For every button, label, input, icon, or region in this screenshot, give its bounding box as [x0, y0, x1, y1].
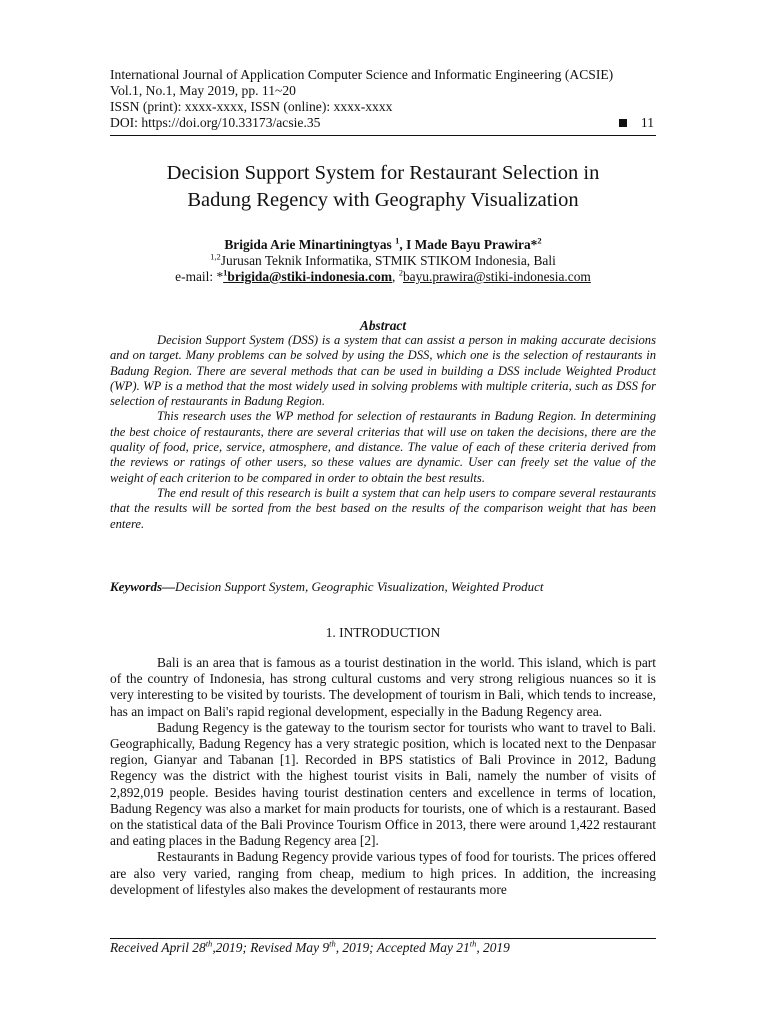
footer-received: Received April 28	[110, 940, 206, 955]
footer-accepted-sup: th	[469, 938, 477, 949]
body-paragraph: Badung Regency is the gateway to the tourism sector for tourists who want to travel to Bali. Geographically, Badung Regency has a very strategic position, which is located next to the Denpasar region, Gianyar and Tabanan [1]. Recorded in BPS statistics of Bali Province in 2012, Badung Regency was the district with the highest tourist visits in Bali, namely the number of visits of 2,892,019 people. Besides having tourist destination centers and excellence in terms of location, Badung Regency was also a market for main products for tourists, one of which is a restaurant. Based on the statistical data of the Bali Province Tourism Office in 2013, there were around 1,422 restaurant and eating places in the Badung Regency area [2].	[110, 719, 656, 849]
affiliation-sup: 1,2	[210, 251, 221, 262]
email-1: brigida@stiki-indonesia.com	[227, 269, 393, 284]
title-line-2: Badung Regency with Geography Visualization	[187, 189, 579, 211]
author-separator: ,	[399, 237, 407, 252]
author-2-sup: 2	[537, 235, 542, 246]
keywords	[110, 579, 656, 595]
affiliation-text: Jurusan Teknik Informatika, STMIK STIKOM Indonesia, Bali	[220, 253, 556, 268]
author-1: Brigida Arie Minartiningtyas	[224, 237, 392, 252]
header-rule	[110, 135, 656, 136]
body-paragraph: Bali is an area that is famous as a tourist destination in the world. This island, which is part of the country of Indonesia, has strong cultural customs and very strong religious nuances so it is very interesting to be visited by tourists. The development of tourism in Bali, which tends to increase, has an impact on Bali's rapid regional development, especially in the Badung Regency area.	[110, 655, 656, 719]
abstract-heading: Abstract	[359, 318, 407, 333]
section-body	[110, 655, 656, 898]
journal-name: International Journal of Application Computer Science and Informatic Engineering (ACSIE)	[110, 67, 614, 82]
footer-accepted: , 2019; Accepted May 21	[335, 940, 470, 955]
square-bullet-icon	[619, 119, 627, 127]
email-2-sup: 2	[398, 267, 403, 278]
journal-volume: Vol.1, No.1, May 2019, pp. 11~20	[110, 83, 296, 98]
footer-revised-sup: th	[329, 938, 336, 949]
journal-doi: DOI: https://doi.org/10.33173/acsie.35	[110, 115, 321, 130]
author-1-sup: 1	[395, 235, 400, 246]
email-2-link[interactable]: bayu.prawira@stiki-indonesia.com	[402, 269, 591, 284]
email-separator: ,	[392, 269, 399, 284]
footer-rule	[110, 938, 656, 939]
email-1-link[interactable]	[223, 269, 392, 284]
page-number-block	[619, 115, 656, 131]
footer-year: , 2019	[476, 940, 510, 955]
author-block	[110, 237, 656, 285]
author-2: I Made Bayu Prawira*	[406, 237, 538, 252]
journal-issn: ISSN (print): xxxx-xxxx, ISSN (online): xxxx-xxxx	[110, 99, 393, 114]
abstract-paragraph: This research uses the WP method for selection of restaurants in Badung Region. In determining the best choice of restaurants, there are several criterias that will use on taken the decisions, there are the quality of food, price, service, atmosphere, and distance. The value of each of these criteria derived from the reviews or ratings of other users, so these values are dynamic. User can freely set the value of the weight of each criterion to be compared in order to obtain the best results.	[110, 409, 656, 485]
footer-dates	[110, 940, 656, 956]
journal-header	[110, 67, 656, 131]
affiliation	[110, 253, 656, 269]
footer-revised: ,2019; Revised May 9	[212, 940, 330, 955]
keywords-label: Keywords—	[110, 579, 175, 594]
paper-title	[110, 160, 656, 214]
page-number: 11	[640, 115, 654, 130]
abstract-paragraph: Decision Support System (DSS) is a system that can assist a person in making accurate decisions and on target. Many problems can be solved by using the DSS, which one is the selection of restaurants in Badung Region. There are several methods that can be used in building a DSS include Weighted Product (WP). WP is a method that the most widely used in solving problems with multiple criteria, such as DSS for selection of restaurants in Badung Region.	[110, 333, 656, 409]
author-names	[110, 237, 656, 253]
doi-row	[110, 115, 656, 131]
abstract-body	[110, 333, 656, 532]
footer-received-sup: th	[205, 938, 213, 949]
email-prefix: e-mail: *	[175, 269, 224, 284]
section-heading: 1. INTRODUCTION	[325, 625, 441, 640]
email-1-sup: 1	[223, 267, 228, 278]
title-line-1: Decision Support System for Restaurant Selection in	[166, 162, 600, 184]
body-paragraph: Restaurants in Badung Regency provide various types of food for tourists. The prices offered are also very varied, ranging from cheap, medium to high prices. In addition, the increasing development of lifestyles also makes the development of restaurants more	[110, 849, 656, 897]
email-line	[110, 269, 656, 285]
abstract-paragraph: The end result of this research is built a system that can help users to compare several restaurants that the results will be sorted from the best based on the results of the comparison weight that has been entere.	[110, 485, 656, 531]
keywords-text: Decision Support System, Geographic Visualization, Weighted Product	[175, 579, 544, 594]
